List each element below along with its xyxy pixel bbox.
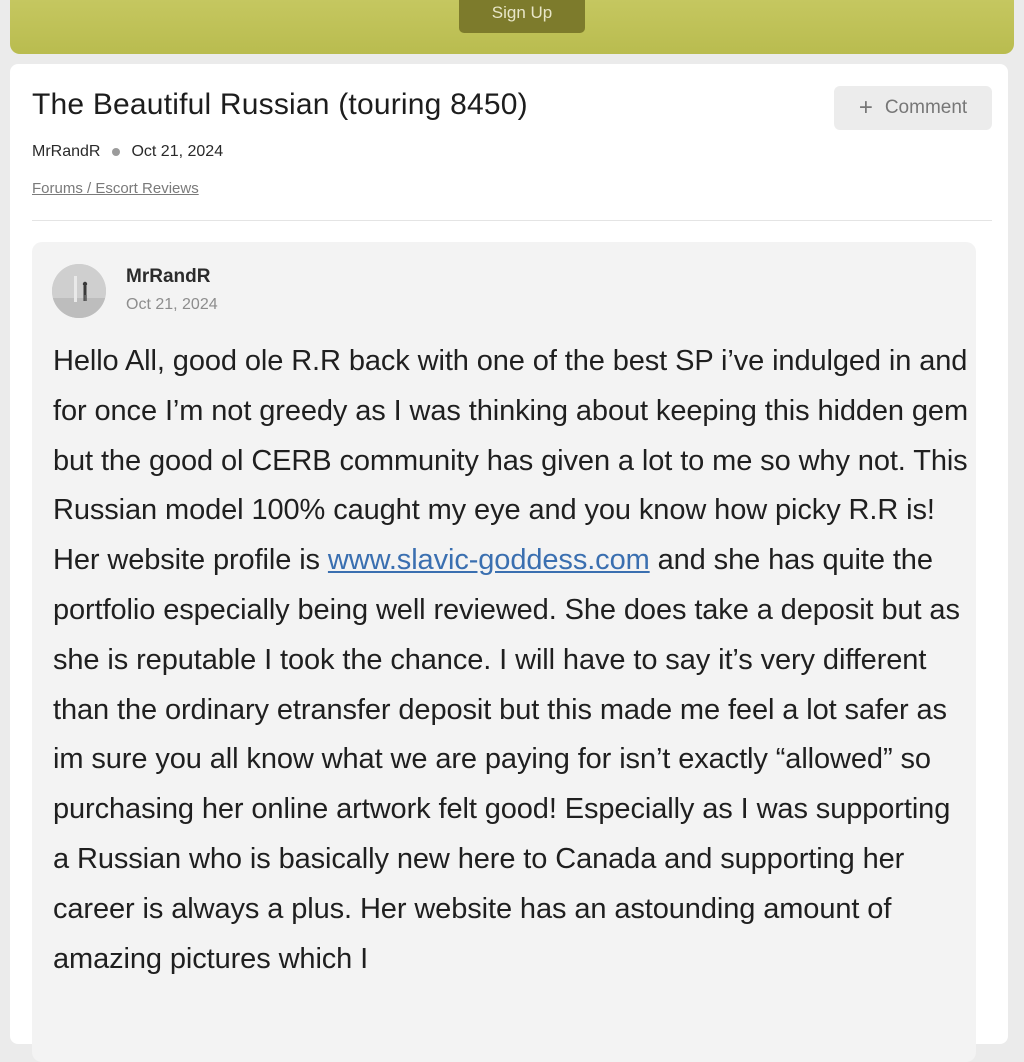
- avatar-image: [52, 264, 106, 318]
- post-text-2: and she has quite the portfolio especially being well reviewed. She does take a deposit but as she is reputable I took the chance. I will have to say it’s very different than the ordinary etransfer deposit but this made me feel a lot safer as im sure you all know what we are paying for isn’t exactly “allowed” so purchasing her online artwork felt good! Especially as I was supporting a Russian who is basically new here to Canada and supporting her career is always a plus. Her website has an astounding amount of amazing pictures which I: [53, 544, 960, 975]
- thread-date: Oct 21, 2024: [131, 143, 224, 160]
- sign-up-button[interactable]: Sign Up: [459, 0, 585, 33]
- divider: [32, 220, 992, 221]
- comment-button[interactable]: [834, 86, 992, 130]
- user-avatar[interactable]: [52, 264, 106, 318]
- post-card: [32, 242, 976, 1062]
- plus-icon: +: [858, 94, 873, 121]
- website-link[interactable]: www.slavic-goddess.com: [327, 544, 650, 577]
- breadcrumb[interactable]: Forums / Escort Reviews: [32, 180, 199, 197]
- thread-author[interactable]: MrRandR: [32, 143, 101, 160]
- post-text-1: Hello All, good ole R.R back with one of the best SP i’ve indulged in and for once I’m not greedy as I was thinking about keeping this hidden gem but the good ol CERB community has given a lot to me so why not. This Russian model 100% caught my eye and you know how picky R.R is! Her website profile is: [53, 345, 969, 577]
- post-date: Oct 21, 2024: [126, 296, 218, 313]
- thread-meta: [32, 143, 223, 161]
- post-body: [53, 337, 973, 984]
- dot-icon: [112, 148, 120, 156]
- post-author[interactable]: MrRandR: [126, 266, 211, 287]
- comment-label: Comment: [884, 97, 968, 118]
- signup-banner: [10, 0, 1014, 54]
- thread-title: The Beautiful Russian (touring 8450): [32, 88, 528, 121]
- thread-card: [10, 64, 1008, 1044]
